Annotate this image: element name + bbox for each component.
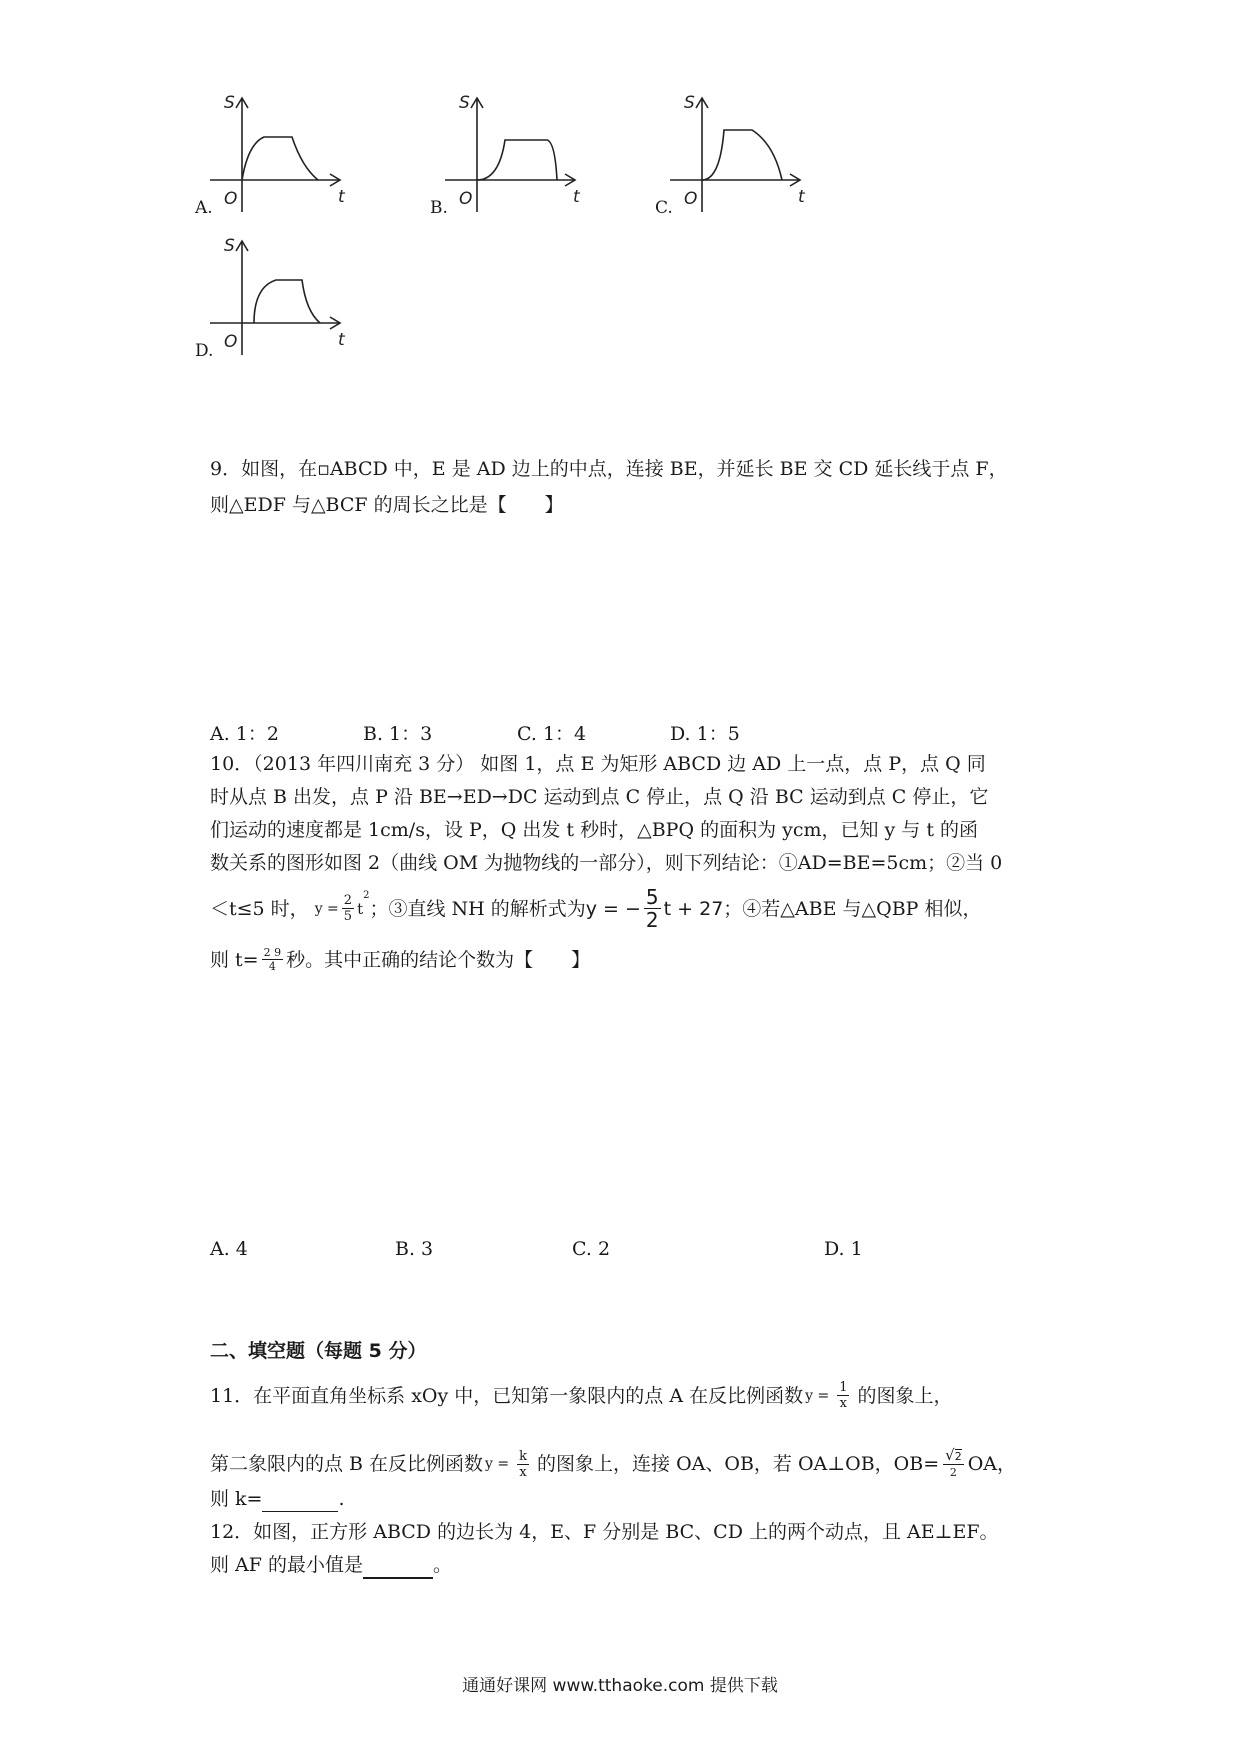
q11-fraction-sqrt2-2 (943, 1448, 964, 1480)
q10-fraction-5-2 (644, 886, 661, 931)
answer-blank[interactable] (262, 1487, 338, 1512)
q10-t: t (357, 899, 364, 918)
q10-fraction-29-4 (262, 946, 284, 973)
graph-option-a-plot (210, 92, 360, 217)
q10-option-b: B. 3 (395, 1238, 434, 1260)
fraction-denominator: x (519, 1464, 527, 1480)
o-label: O (224, 189, 238, 209)
s-label: S (459, 93, 470, 113)
o-label: O (684, 189, 698, 209)
q11-fraction-1-x (837, 1380, 849, 1411)
q10-option-c: C. 2 (572, 1238, 611, 1260)
s-label: S (684, 93, 695, 113)
fraction-denominator: x (839, 1396, 847, 1411)
q10-line6-end: 秒。其中正确的结论个数为【 】 (286, 948, 591, 971)
q10-line5-middle: ；③直线 NH 的解析式为 (369, 897, 586, 920)
s-t-curve (702, 130, 782, 180)
fraction-denominator: 5 (343, 909, 353, 924)
t-label: t (798, 187, 805, 207)
answer-blank[interactable] (363, 1553, 433, 1579)
sqrt-symbol: √ (945, 1446, 955, 1464)
option-letter: A. (195, 198, 213, 218)
q11-fraction-k-x (517, 1449, 529, 1480)
q11-line2-end: OA， (967, 1453, 1016, 1475)
s-t-curve (254, 280, 320, 323)
q10-option-a: A. 4 (210, 1238, 248, 1260)
q10-line5 (210, 886, 981, 931)
fraction-numerator: 1 (839, 1380, 848, 1395)
q9-line1: 9．如图，在▫ABCD 中，E 是 AD 边上的中点，连接 BE，并延长 BE 交 CD 延长线于点 F， (210, 458, 1008, 480)
q10-line2: 时从点 B 出发，点 P 沿 BE→ED→DC 运动到点 C 停止，点 Q 沿 BC 运动到点 C 停止，它 (210, 786, 989, 808)
q9-option-c: C. 1：4 (517, 723, 587, 745)
q10-line6-start: 则 t= (210, 948, 259, 971)
section-title: 二、填空题（每题 5 分） (210, 1340, 427, 1362)
q10-eq-end: t + 27 (663, 897, 724, 920)
q11-line1-end: 的图象上， (857, 1384, 953, 1407)
graph-option-b-plot (445, 92, 595, 217)
q10-eq-start: y = − (585, 897, 641, 920)
s-t-curve (242, 137, 318, 180)
q11-line2 (210, 1448, 1016, 1480)
q9-option-b: B. 1：3 (363, 723, 433, 745)
graph-option-c-plot (670, 92, 820, 217)
q12-line2-end: 。 (432, 1554, 452, 1576)
graph-option-d-plot (210, 235, 360, 360)
q9-line2: 则△EDF 与△BCF 的周长之比是【 】 (210, 494, 564, 516)
sqrt-radicand: 2 (954, 1450, 962, 1463)
page-footer: 通通好课网 www.tthaoke.com 提供下载 (462, 1676, 778, 1696)
q11-line2-start: 第二象限内的点 B 在反比例函数 (210, 1453, 484, 1475)
option-letter: C. (655, 198, 673, 218)
option-letter: B. (430, 198, 448, 218)
q12-line2 (210, 1553, 452, 1579)
q11-line3 (210, 1487, 345, 1512)
t-label: t (338, 330, 345, 350)
q9-option-d: D. 1：5 (670, 723, 740, 745)
t-label: t (338, 187, 345, 207)
q10-line1: 10．（2013 年四川南充 3 分） 如图 1，点 E 为矩形 ABCD 边 AD 上一点，点 P，点 Q 同 (210, 753, 986, 775)
o-label: O (224, 332, 238, 352)
s-t-curve (477, 140, 557, 180)
fraction-numerator (943, 1448, 964, 1465)
s-label: S (224, 236, 235, 256)
fraction-numerator: k (519, 1448, 528, 1464)
s-label: S (224, 93, 235, 113)
fraction-denominator: 2 (645, 908, 659, 932)
q10-line3: 们运动的速度都是 1cm/s，设 P，Q 出发 t 秒时，△BPQ 的面积为 ycm，已知 y 与 t 的函 (210, 819, 979, 841)
q11-y-eq: y = (805, 1387, 830, 1404)
option-letter: D. (195, 341, 214, 361)
fraction-numerator: 5 (645, 885, 659, 909)
q10-line6 (210, 946, 590, 973)
q10-line4: 数关系的图形如图 2（曲线 OM 为抛物线的一部分），则下列结论：①AD=BE=5cm；②当 0 (210, 852, 1003, 874)
q12-line2-start: 则 AF 的最小值是 (210, 1554, 363, 1576)
q10-line5-end: ；④若△ABE 与△QBP 相似， (723, 897, 982, 920)
q11-line1 (210, 1380, 952, 1411)
q11-y-eq-2: y = (485, 1456, 510, 1472)
fraction-numerator: 2 (343, 893, 353, 908)
q11-line3-end: . (338, 1488, 345, 1510)
fraction-denominator: 4 (268, 960, 276, 973)
q11-line1-start: 11．在平面直角坐标系 xOy 中，已知第一象限内的点 A 在反比例函数 (210, 1384, 804, 1407)
q10-option-d: D. 1 (824, 1238, 863, 1260)
fraction-numerator: 2 9 (263, 946, 282, 959)
q9-option-a: A. 1：2 (210, 723, 279, 745)
q11-line3-start: 则 k= (210, 1488, 263, 1510)
q10-fraction-2-5 (342, 893, 354, 924)
t-label: t (573, 187, 580, 207)
q10-exponent: 2 (363, 890, 370, 901)
q12-line1: 12．如图，正方形 ABCD 的边长为 4，E、F 分别是 BC、CD 上的两个动点，且 AE⊥EF。 (210, 1521, 999, 1543)
q10-y-eq: y = (314, 900, 339, 917)
q11-line2-middle: 的图象上，连接 OA、OB，若 OA⊥OB，OB= (537, 1453, 940, 1475)
o-label: O (459, 189, 473, 209)
fraction-denominator: 2 (949, 1466, 957, 1479)
q10-line5-start: ＜t≤5 时， (210, 897, 309, 920)
